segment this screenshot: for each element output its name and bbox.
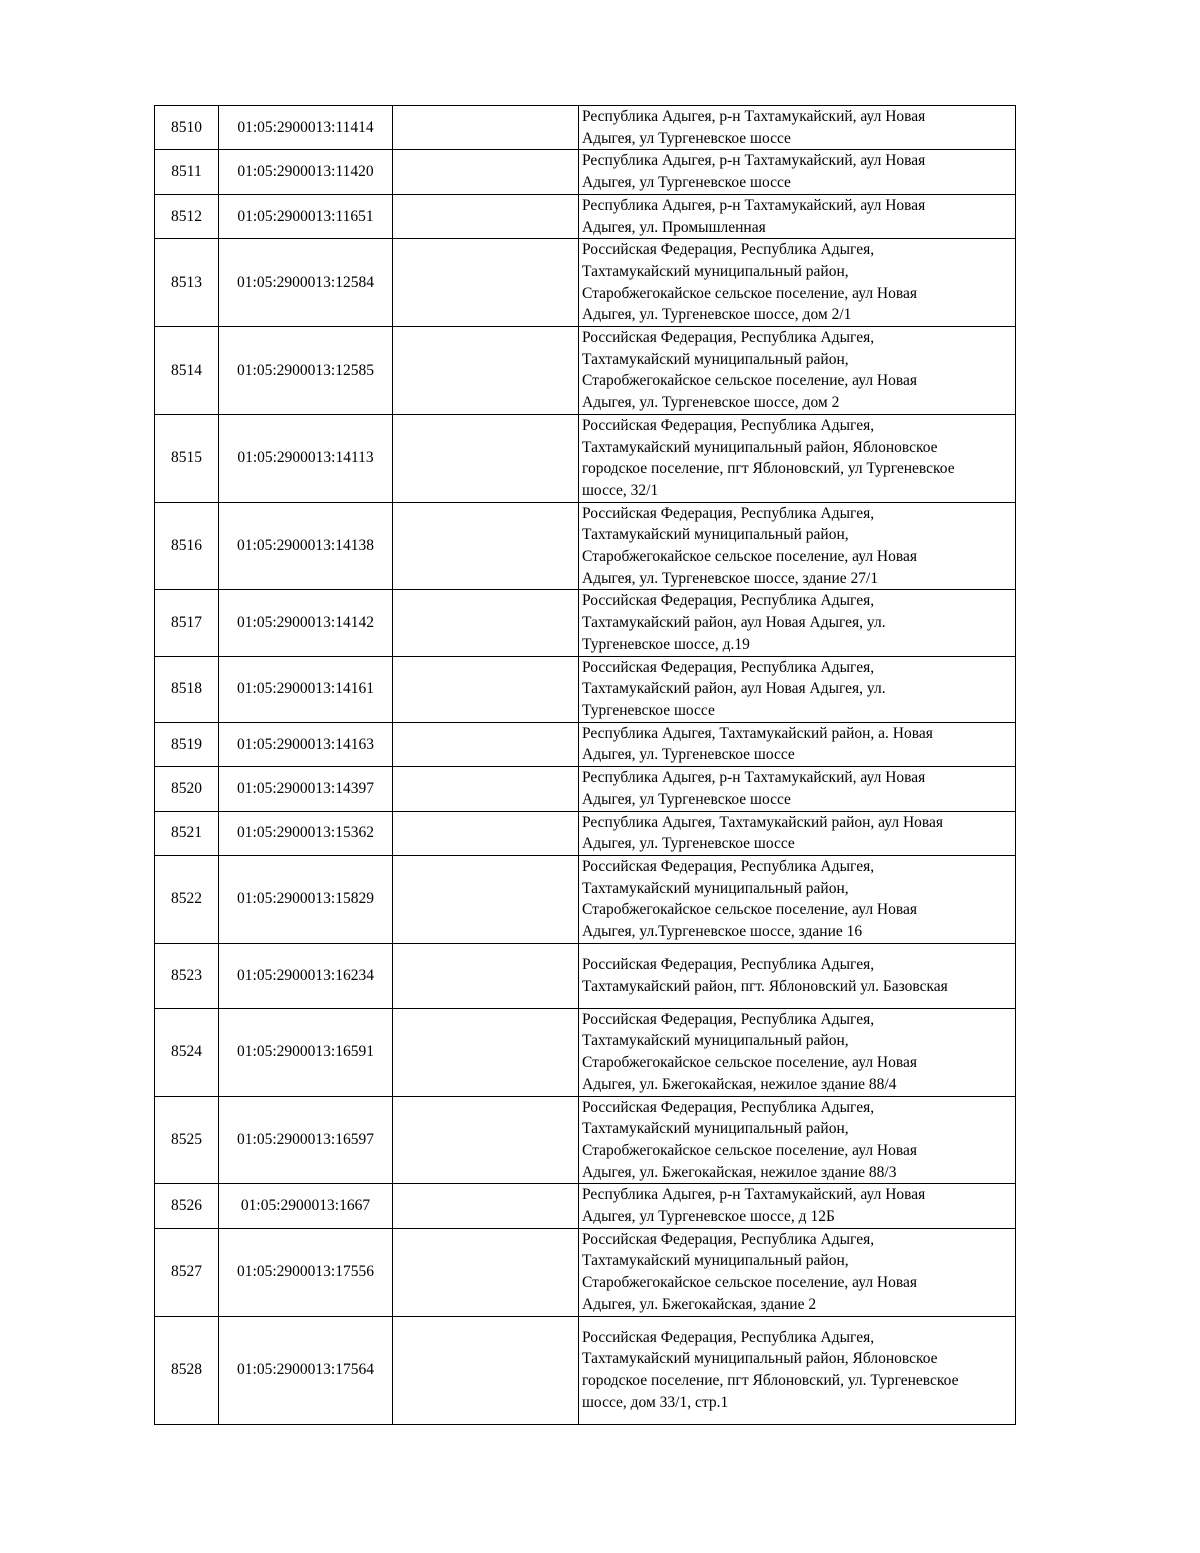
empty-cell xyxy=(393,811,579,855)
cadastral-number: 01:05:2900013:16597 xyxy=(219,1096,393,1184)
row-number: 8519 xyxy=(155,722,219,766)
cadastral-number: 01:05:2900013:11420 xyxy=(219,150,393,194)
cadastral-number: 01:05:2900013:14161 xyxy=(219,656,393,722)
row-number: 8528 xyxy=(155,1316,219,1424)
cadastral-number: 01:05:2900013:14397 xyxy=(219,767,393,811)
cadastral-number: 01:05:2900013:12584 xyxy=(219,239,393,327)
address-cell: Республика Адыгея, р-н Тахтамукайский, аул Новая Адыгея, ул Тургеневское шоссе, д 12Б xyxy=(579,1184,1016,1228)
table-row xyxy=(155,656,1016,722)
row-number: 8523 xyxy=(155,943,219,1008)
address-cell: Российская Федерация, Республика Адыгея, Тахтамукайский муниципальный район, Яблоновское городское поселение, пгт Яблоновский, ул Тургеневское шоссе, 32/1 xyxy=(579,414,1016,502)
cadastral-number: 01:05:2900013:1667 xyxy=(219,1184,393,1228)
empty-cell xyxy=(393,194,579,238)
empty-cell xyxy=(393,855,579,943)
row-number: 8527 xyxy=(155,1228,219,1316)
address-cell: Республика Адыгея, Тахтамукайский район, а. Новая Адыгея, ул. Тургеневское шоссе xyxy=(579,722,1016,766)
row-number: 8514 xyxy=(155,327,219,415)
cadastral-number: 01:05:2900013:15362 xyxy=(219,811,393,855)
address-cell: Российская Федерация, Республика Адыгея, Тахтамукайский муниципальный район, Старобжегокайское сельское поселение, аул Новая Адыгея, ул. Тургеневское шоссе, дом 2/1 xyxy=(579,239,1016,327)
empty-cell xyxy=(393,1316,579,1424)
cadastral-number: 01:05:2900013:14163 xyxy=(219,722,393,766)
table-row xyxy=(155,855,1016,943)
empty-cell xyxy=(393,943,579,1008)
address-cell: Республика Адыгея, р-н Тахтамукайский, аул Новая Адыгея, ул Тургеневское шоссе xyxy=(579,150,1016,194)
empty-cell xyxy=(393,1184,579,1228)
table-row xyxy=(155,722,1016,766)
address-cell: Республика Адыгея, р-н Тахтамукайский, аул Новая Адыгея, ул Тургеневское шоссе xyxy=(579,106,1016,150)
table-row xyxy=(155,1228,1016,1316)
row-number: 8510 xyxy=(155,106,219,150)
table-row xyxy=(155,1316,1016,1424)
table-row xyxy=(155,106,1016,150)
row-number: 8521 xyxy=(155,811,219,855)
cadastral-number: 01:05:2900013:16234 xyxy=(219,943,393,1008)
address-cell: Республика Адыгея, р-н Тахтамукайский, аул Новая Адыгея, ул Тургеневское шоссе xyxy=(579,767,1016,811)
empty-cell xyxy=(393,1228,579,1316)
address-cell: Российская Федерация, Республика Адыгея, Тахтамукайский муниципальный район, Старобжегокайское сельское поселение, аул Новая Адыгея, ул. Бжегокайская, здание 2 xyxy=(579,1228,1016,1316)
empty-cell xyxy=(393,590,579,656)
table-row xyxy=(155,239,1016,327)
cadastral-number: 01:05:2900013:17556 xyxy=(219,1228,393,1316)
table-row xyxy=(155,943,1016,1008)
address-cell: Российская Федерация, Республика Адыгея, Тахтамукайский район, аул Новая Адыгея, ул. Тургеневское шоссе, д.19 xyxy=(579,590,1016,656)
table-row xyxy=(155,414,1016,502)
address-cell: Российская Федерация, Республика Адыгея, Тахтамукайский район, аул Новая Адыгея, ул. Тургеневское шоссе xyxy=(579,656,1016,722)
row-number: 8513 xyxy=(155,239,219,327)
table-row xyxy=(155,590,1016,656)
address-cell: Российская Федерация, Республика Адыгея, Тахтамукайский муниципальный район, Старобжегокайское сельское поселение, аул Новая Адыгея, ул. Бжегокайская, нежилое здание 88/4 xyxy=(579,1008,1016,1096)
address-cell: Российская Федерация, Республика Адыгея, Тахтамукайский район, пгт. Яблоновский ул. Базовская xyxy=(579,943,1016,1008)
table-row xyxy=(155,1008,1016,1096)
cadastral-number: 01:05:2900013:11414 xyxy=(219,106,393,150)
empty-cell xyxy=(393,150,579,194)
cadastral-number: 01:05:2900013:17564 xyxy=(219,1316,393,1424)
empty-cell xyxy=(393,656,579,722)
empty-cell xyxy=(393,239,579,327)
property-registry-table xyxy=(154,105,1016,1425)
empty-cell xyxy=(393,1096,579,1184)
cadastral-number: 01:05:2900013:14113 xyxy=(219,414,393,502)
empty-cell xyxy=(393,722,579,766)
row-number: 8515 xyxy=(155,414,219,502)
cadastral-number: 01:05:2900013:16591 xyxy=(219,1008,393,1096)
empty-cell xyxy=(393,414,579,502)
empty-cell xyxy=(393,1008,579,1096)
cadastral-number: 01:05:2900013:15829 xyxy=(219,855,393,943)
table-row xyxy=(155,327,1016,415)
cadastral-number: 01:05:2900013:12585 xyxy=(219,327,393,415)
empty-cell xyxy=(393,502,579,590)
row-number: 8526 xyxy=(155,1184,219,1228)
cadastral-number: 01:05:2900013:14142 xyxy=(219,590,393,656)
row-number: 8516 xyxy=(155,502,219,590)
table-row xyxy=(155,150,1016,194)
address-cell: Республика Адыгея, р-н Тахтамукайский, аул Новая Адыгея, ул. Промышленная xyxy=(579,194,1016,238)
table-row xyxy=(155,1096,1016,1184)
address-cell: Российская Федерация, Республика Адыгея, Тахтамукайский муниципальный район, Яблоновское городское поселение, пгт Яблоновский, ул. Тургеневское шоссе, дом 33/1, стр.1 xyxy=(579,1316,1016,1424)
table-row xyxy=(155,1184,1016,1228)
row-number: 8517 xyxy=(155,590,219,656)
cadastral-number: 01:05:2900013:14138 xyxy=(219,502,393,590)
empty-cell xyxy=(393,106,579,150)
table-row xyxy=(155,502,1016,590)
address-cell: Российская Федерация, Республика Адыгея, Тахтамукайский муниципальный район, Старобжегокайское сельское поселение, аул Новая Адыгея, ул. Тургеневское шоссе, здание 27/1 xyxy=(579,502,1016,590)
address-cell: Российская Федерация, Республика Адыгея, Тахтамукайский муниципальный район, Старобжегокайское сельское поселение, аул Новая Адыгея, ул. Бжегокайская, нежилое здание 88/3 xyxy=(579,1096,1016,1184)
row-number: 8520 xyxy=(155,767,219,811)
table-row xyxy=(155,767,1016,811)
row-number: 8511 xyxy=(155,150,219,194)
row-number: 8518 xyxy=(155,656,219,722)
address-cell: Российская Федерация, Республика Адыгея, Тахтамукайский муниципальный район, Старобжегокайское сельское поселение, аул Новая Адыгея, ул.Тургеневское шоссе, здание 16 xyxy=(579,855,1016,943)
table-row xyxy=(155,194,1016,238)
row-number: 8522 xyxy=(155,855,219,943)
address-cell: Российская Федерация, Республика Адыгея, Тахтамукайский муниципальный район, Старобжегокайское сельское поселение, аул Новая Адыгея, ул. Тургеневское шоссе, дом 2 xyxy=(579,327,1016,415)
row-number: 8524 xyxy=(155,1008,219,1096)
row-number: 8525 xyxy=(155,1096,219,1184)
table-row xyxy=(155,811,1016,855)
address-cell: Республика Адыгея, Тахтамукайский район, аул Новая Адыгея, ул. Тургеневское шоссе xyxy=(579,811,1016,855)
empty-cell xyxy=(393,327,579,415)
empty-cell xyxy=(393,767,579,811)
cadastral-number: 01:05:2900013:11651 xyxy=(219,194,393,238)
row-number: 8512 xyxy=(155,194,219,238)
